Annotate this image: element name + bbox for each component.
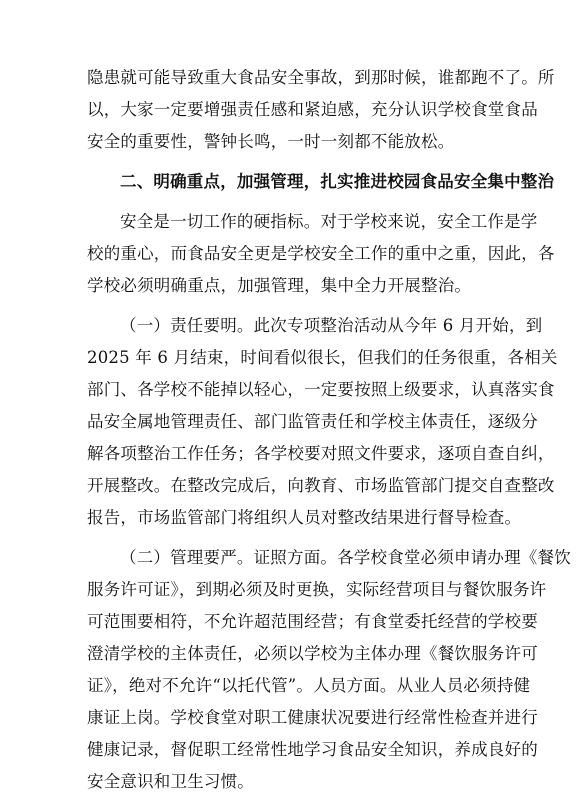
paragraph-line: 服务许可证》，到期必须及时更换，实际经营项目与餐饮服务许	[87, 580, 547, 599]
paragraph-2	[87, 206, 555, 302]
paragraph-line: 2025 年 6 月结束，时间看似很长，但我们的任务很重，各相关	[87, 348, 558, 367]
paragraph-line: 开展整改。在整改完成后，向教育、市场监管部门提交自查整改	[87, 476, 555, 495]
paragraph-line: 安全的重要性，警钟长鸣，一时一刻都不能放松。	[87, 132, 455, 151]
paragraph-line: 报告，市场监管部门将组织人员对整改结果进行督导检查。	[87, 508, 522, 527]
paragraph-line: 以，大家一定要增强责任感和紧迫感，充分认识学校食堂食品	[87, 100, 538, 119]
paragraph-line: 可范围要相符，不允许超范围经营；有食堂委托经营的学校要	[87, 612, 538, 631]
paragraph-line: 安全是一切工作的硬指标。对于学校来说，安全工作是学	[120, 212, 538, 231]
paragraph-line: 学校必须明确重点，加强管理，集中全力开展整治。	[87, 276, 472, 295]
paragraph-line: 康证上岗。学校食堂对职工健康状况要进行经常性检查并进行	[87, 708, 538, 727]
paragraph-line: 隐患就可能导致重大食品安全事故，到那时候，谁都跑不了。所	[87, 68, 555, 87]
paragraph-line: 证》，绝对不允许“以托代管”。人员方面。从业人员必须持健	[87, 676, 531, 695]
paragraph-line: （一）责任要明。此次专项整治活动从今年 6 月开始，到	[120, 316, 543, 335]
paragraph-line: 健康记录，督促职工经常性地学习食品安全知识，养成良好的	[87, 740, 538, 759]
paragraph-line: （二）管理要严。证照方面。各学校食堂必须申请办理《餐饮	[120, 548, 571, 567]
paragraph-1	[87, 62, 555, 158]
paragraph-line: 安全意识和卫生习惯。	[87, 772, 254, 791]
section-heading-2: 二、明确重点，加强管理，扎实推进校园食品安全集中整治	[120, 172, 555, 191]
paragraph-3	[87, 310, 558, 534]
paragraph-4	[87, 542, 571, 798]
paragraph-line: 澄清学校的主体责任，必须以学校为主体办理《餐饮服务许可	[87, 644, 538, 663]
paragraph-line: 部门、各学校不能掉以轻心，一定要按照上级要求，认真落实食	[87, 380, 555, 399]
document-body	[87, 62, 571, 798]
paragraph-line: 解各项整治工作任务；各学校要对照文件要求，逐项自查自纠，	[87, 444, 555, 463]
paragraph-line: 品安全属地管理责任、部门监管责任和学校主体责任，逐级分	[87, 412, 538, 431]
paragraph-line: 校的重心，而食品安全更是学校安全工作的重中之重，因此，各	[87, 244, 555, 263]
